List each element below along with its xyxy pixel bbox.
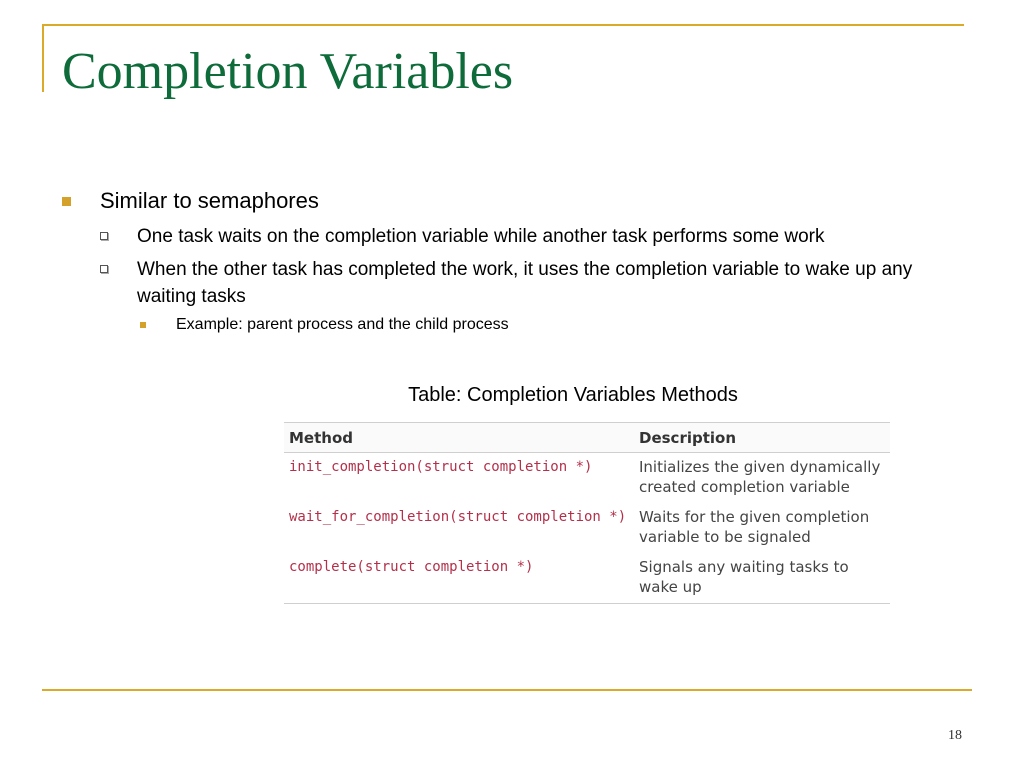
page-number: 18 <box>948 728 962 743</box>
column-header: Description <box>634 423 890 453</box>
methods-table <box>284 422 890 604</box>
square-bullet-icon <box>140 322 146 328</box>
slide-title: Completion Variables <box>62 43 514 100</box>
hollow-square-bullet-icon <box>100 265 108 273</box>
hollow-square-bullet-icon <box>100 232 108 240</box>
frame-bottom-rule <box>42 689 972 691</box>
bullet-text: Similar to semaphores <box>100 188 319 213</box>
frame-top-rule <box>42 24 964 26</box>
description-cell: Initializes the given dynamically created completion variable <box>639 458 881 496</box>
table-row <box>284 453 890 504</box>
method-cell: complete(struct completion *) <box>284 553 634 604</box>
bullet-text: One task waits on the completion variable while another task performs some work <box>137 226 825 247</box>
method-cell: wait_for_completion(struct completion *) <box>289 509 627 525</box>
table-header-row <box>284 423 890 453</box>
table-row <box>284 553 890 604</box>
bullet-text: When the other task has completed the work, it uses the completion variable to wake up any waiting tasks <box>137 259 913 307</box>
table-row <box>284 503 890 553</box>
description-cell: Signals any waiting tasks to wake up <box>634 553 890 604</box>
column-header: Method <box>284 423 634 453</box>
square-bullet-icon <box>62 197 71 206</box>
frame-left-rule <box>42 24 44 92</box>
description-cell: Waits for the given completion variable to be signaled <box>639 508 870 546</box>
method-cell: init_completion(struct completion *) <box>289 459 593 475</box>
table-caption: Table: Completion Variables Methods <box>408 384 738 406</box>
bullet-text: Example: parent process and the child process <box>176 316 509 333</box>
